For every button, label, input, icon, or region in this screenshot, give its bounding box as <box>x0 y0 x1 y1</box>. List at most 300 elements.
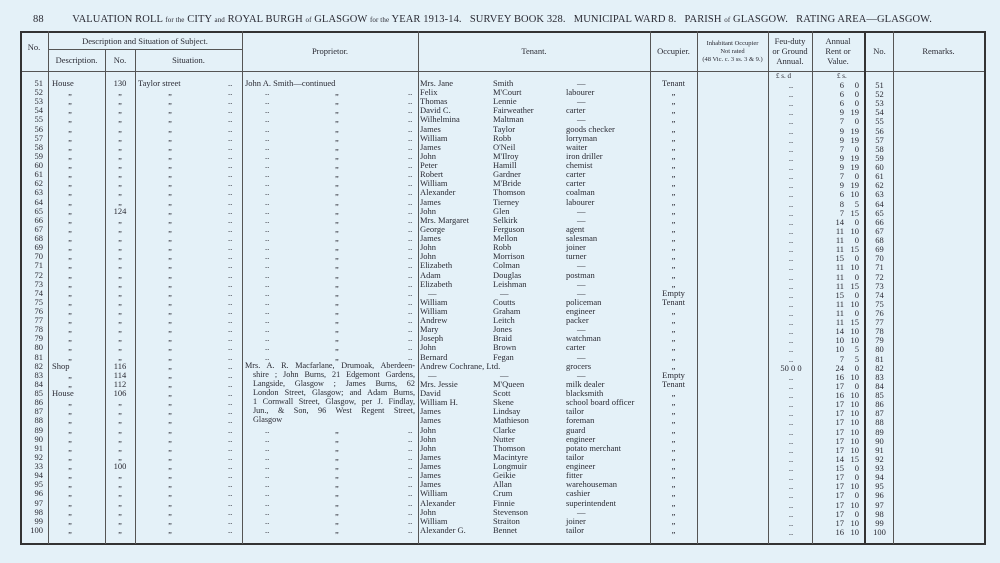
situation: „ <box>168 214 172 225</box>
leader-dots: .. <box>265 278 270 289</box>
situation: „ <box>168 242 172 253</box>
rent-pounds: 9 <box>839 162 844 173</box>
tenant-surname: Jones <box>493 324 512 335</box>
occupier: „ <box>671 214 676 225</box>
description: „ <box>68 479 72 490</box>
row-number: 68 <box>34 233 43 244</box>
tenant-first-name: Mrs. Jessie <box>420 378 458 389</box>
rent-pounds: 16 <box>835 390 844 401</box>
tenant-first-name: James <box>420 461 441 472</box>
tenant-occupation: — <box>577 287 586 298</box>
situation: „ <box>168 406 172 417</box>
tenant-occupation: potato merchant <box>566 442 621 453</box>
occupier: „ <box>671 442 676 453</box>
house-number: 116 <box>113 360 127 371</box>
row-number: 96 <box>34 488 43 499</box>
leader-dots: .. <box>408 451 413 462</box>
feu-duty: .. <box>788 134 794 145</box>
leader-dots: .. <box>265 488 270 499</box>
situation: „ <box>168 223 172 234</box>
row-number: 58 <box>34 141 43 152</box>
proprietor-ditto: „ <box>335 470 339 481</box>
leader-dots: .. <box>265 105 270 116</box>
tenant-surname: Braid <box>493 333 512 344</box>
situation: „ <box>168 388 172 399</box>
row-number: 84 <box>34 378 43 389</box>
occupier: „ <box>671 114 676 125</box>
rent-shillings: 19 <box>850 180 859 191</box>
situation: „ <box>168 306 172 316</box>
leader-dots: .. <box>228 433 233 444</box>
rent-pounds: 17 <box>835 481 844 492</box>
leader-dots: .. <box>408 269 413 280</box>
row-number: 97 <box>34 497 43 508</box>
proprietor-ditto: „ <box>335 524 339 535</box>
description: „ <box>68 470 72 481</box>
rent-pounds: 17 <box>835 444 844 455</box>
tenant-first-name: Mrs. Margaret <box>420 214 469 225</box>
tenant-occupation: — <box>577 351 586 362</box>
rent-pounds: 6 <box>839 98 844 109</box>
row-number-right: 82 <box>875 362 884 373</box>
tenant-surname: Straiton <box>493 515 520 526</box>
col-header-description: Description. <box>55 55 98 65</box>
tenant-first-name: Adam <box>420 269 441 280</box>
tenant-first-name: John <box>420 150 437 161</box>
description: „ <box>68 497 72 508</box>
description: „ <box>68 105 72 116</box>
leader-dots: .. <box>228 196 233 207</box>
proprietor-line: Glasgow <box>253 415 283 424</box>
house-number: „ <box>118 150 122 161</box>
row-number: 60 <box>34 160 43 171</box>
occupier: „ <box>671 324 676 335</box>
occupier: „ <box>671 470 676 481</box>
divider <box>135 49 136 544</box>
rent-pounds: 17 <box>835 508 844 519</box>
row-number: 77 <box>34 315 43 326</box>
row-number: 59 <box>34 150 43 161</box>
tenant-occupation: carter <box>566 105 586 116</box>
tenant-surname: Smith <box>493 78 514 88</box>
col-header-no-right: No. <box>873 46 886 56</box>
house-number: „ <box>118 178 122 189</box>
rent-shillings: 0 <box>854 171 859 182</box>
row-number-right: 98 <box>875 508 884 519</box>
house-number: „ <box>118 233 122 244</box>
feu-duty: .. <box>788 380 794 391</box>
tenant-surname: Stevenson <box>493 506 528 517</box>
description: „ <box>68 287 72 298</box>
tenant-occupation: turner <box>566 251 587 262</box>
leader-dots: .. <box>408 141 413 152</box>
tenant-surname: Douglas <box>493 269 522 280</box>
leader-dots: .. <box>228 442 233 453</box>
proprietor-ditto: „ <box>335 287 339 298</box>
occupier: „ <box>671 315 676 326</box>
tenant-first-name: George <box>420 223 445 234</box>
situation: „ <box>168 461 172 472</box>
row-number-right: 64 <box>875 198 884 209</box>
title-text: ROYAL BURGH <box>227 14 303 25</box>
row-number-right: 85 <box>875 390 884 401</box>
rent-pounds: 16 <box>835 526 844 537</box>
rent-shillings: 0 <box>854 98 859 109</box>
situation: „ <box>168 451 172 462</box>
tenant-occupation: iron driller <box>566 150 603 161</box>
leader-dots: .. <box>265 196 270 207</box>
feu-duty: .. <box>788 344 794 355</box>
feu-units: £ s. d <box>776 72 791 80</box>
feu-duty: .. <box>788 262 794 273</box>
situation: „ <box>168 351 172 362</box>
feu-duty: .. <box>788 435 794 446</box>
tenant-surname: Clarke <box>493 424 516 435</box>
row-number-right: 89 <box>875 426 884 437</box>
tenant-surname: Skene <box>493 397 514 408</box>
proprietor-ditto: „ <box>335 451 339 462</box>
house-number: „ <box>118 433 122 444</box>
rent-shillings: 0 <box>854 216 859 227</box>
description: „ <box>68 442 72 453</box>
description: „ <box>68 141 72 152</box>
header-line: Annual <box>825 36 851 46</box>
tenant-first-name: William <box>420 178 448 189</box>
situation: „ <box>168 342 172 353</box>
house-number: „ <box>118 488 122 499</box>
leader-dots: .. <box>228 488 233 499</box>
description: „ <box>68 233 72 244</box>
leader-dots: .. <box>228 451 233 462</box>
leader-dots: .. <box>228 78 233 88</box>
rent-shillings: 0 <box>854 463 859 474</box>
house-number: „ <box>118 269 122 280</box>
rent-shillings: 19 <box>850 125 859 136</box>
leader-dots: .. <box>228 141 233 152</box>
tenant-first-name: John <box>420 424 437 435</box>
rent-pounds: 11 <box>835 271 844 282</box>
leader-dots: .. <box>228 406 233 417</box>
proprietor-ditto: „ <box>335 296 339 307</box>
row-number: 63 <box>34 187 43 198</box>
rent-pounds: 6 <box>839 189 844 200</box>
occupier: „ <box>671 105 676 116</box>
house-number: „ <box>118 515 122 526</box>
tenant-first-name: Thomas <box>420 96 448 107</box>
leader-dots: .. <box>408 424 413 435</box>
leader-dots: .. <box>228 351 233 362</box>
row-number-right: 97 <box>875 499 884 510</box>
rent-shillings: 19 <box>850 107 859 118</box>
feu-duty: .. <box>788 244 794 255</box>
tenant-first-name: William <box>420 132 448 143</box>
tenant-surname: Glen <box>493 205 510 216</box>
tenant-occupation: — <box>577 278 586 289</box>
leader-dots: .. <box>408 242 413 253</box>
tenant-occupation: tailor <box>566 451 584 462</box>
rating-area: RATING AREA—GLASGOW. <box>796 14 932 25</box>
row-number-right: 51 <box>875 80 884 90</box>
leader-dots: .. <box>408 278 413 289</box>
occupier: „ <box>671 461 676 472</box>
col-header-proprietor: Proprietor. <box>311 46 349 56</box>
leader-dots: .. <box>228 479 233 490</box>
house-number: „ <box>118 296 122 307</box>
leader-dots: .. <box>408 287 413 298</box>
occupier: „ <box>671 87 676 98</box>
occupier: Tenant <box>661 378 685 389</box>
situation: „ <box>168 360 172 371</box>
leader-dots: .. <box>408 96 413 107</box>
occupier: „ <box>671 251 676 262</box>
situation: „ <box>168 296 172 307</box>
description: „ <box>68 87 72 98</box>
rent-shillings: 0 <box>854 362 859 373</box>
description: „ <box>68 333 72 344</box>
rent-shillings: 10 <box>850 517 859 528</box>
leader-dots: .. <box>228 461 233 472</box>
occupier: Empty <box>662 369 685 380</box>
rent-pounds: 7 <box>839 116 844 127</box>
row-number-right: 93 <box>875 463 884 474</box>
leader-dots: .. <box>265 242 270 253</box>
leader-dots: .. <box>265 269 270 280</box>
feu-duty: .. <box>788 162 794 173</box>
rent-shillings: 10 <box>850 335 859 346</box>
tenant-surname: Maltman <box>493 114 524 125</box>
situation: „ <box>168 105 172 116</box>
tenant-surname: Taylor <box>493 123 516 134</box>
feu-duty: .. <box>788 408 794 419</box>
feu-duty: .. <box>788 225 794 236</box>
description: „ <box>68 187 72 198</box>
occupier: „ <box>671 415 676 426</box>
leader-dots: .. <box>228 260 233 271</box>
leader-dots: .. <box>265 114 270 125</box>
feu-duty: .. <box>788 399 794 410</box>
feu-duty: .. <box>788 143 794 154</box>
rent-shillings: 0 <box>854 89 859 100</box>
leader-dots: .. <box>228 470 233 481</box>
situation: „ <box>168 506 172 517</box>
feu-duty: .. <box>788 317 794 328</box>
tenant-surname: Robb <box>493 242 512 253</box>
feu-duty: .. <box>788 444 794 455</box>
occupier: „ <box>671 479 676 490</box>
rent-pounds: 17 <box>835 408 844 419</box>
title-text: GLASGOW <box>314 14 368 25</box>
description: „ <box>68 378 72 389</box>
rent-shillings: 0 <box>854 143 859 154</box>
rent-pounds: 17 <box>835 472 844 483</box>
row-number: 92 <box>34 451 43 462</box>
feu-duty: .. <box>788 280 794 291</box>
rent-pounds: 11 <box>835 298 844 309</box>
row-number: 61 <box>34 169 43 180</box>
rent-shillings: 15 <box>850 207 859 218</box>
leader-dots: .. <box>408 114 413 125</box>
feu-duty: 50 0 0 <box>780 362 802 373</box>
rent-shillings: 10 <box>850 408 859 419</box>
feu-duty: .. <box>788 198 794 209</box>
situation: „ <box>168 524 172 535</box>
occupier: „ <box>671 242 676 253</box>
feu-duty: .. <box>788 298 794 309</box>
row-number-right: 88 <box>875 417 884 428</box>
leader-dots: .. <box>228 132 233 143</box>
description: „ <box>68 433 72 444</box>
row-number: 76 <box>34 306 43 316</box>
col-header-description-group: Description and Situation of Subject. <box>82 36 208 46</box>
occupier: „ <box>671 187 676 198</box>
house-number: „ <box>118 160 122 171</box>
tenant-occupation: warehouseman <box>566 479 617 490</box>
title-text: YEAR 1913-14. <box>391 14 462 25</box>
house-number: „ <box>118 251 122 262</box>
description: „ <box>68 150 72 161</box>
leader-dots: .. <box>228 424 233 435</box>
situation: „ <box>168 397 172 408</box>
tenant-surname: M'Queen <box>493 378 525 389</box>
leader-dots: .. <box>228 169 233 180</box>
leader-dots: .. <box>265 141 270 152</box>
row-number: 88 <box>34 415 43 426</box>
title-text: GLASGOW. <box>733 14 788 25</box>
row-number: 90 <box>34 433 43 444</box>
row-number-right: 99 <box>875 517 884 528</box>
leader-dots: .. <box>408 461 413 472</box>
row-number-right: 59 <box>875 152 884 163</box>
leader-dots: .. <box>228 306 233 316</box>
row-number-right: 61 <box>875 171 884 182</box>
occupier: „ <box>671 260 676 271</box>
house-number: „ <box>118 87 122 98</box>
leader-dots: .. <box>228 378 233 389</box>
tenant-first-name: William <box>420 306 448 316</box>
row-number-right: 69 <box>875 244 884 255</box>
house-number: „ <box>118 451 122 462</box>
feu-duty: .. <box>788 481 794 492</box>
leader-dots: .. <box>265 524 270 535</box>
description: „ <box>68 178 72 189</box>
leader-dots: .. <box>408 333 413 344</box>
tenant-surname: Hamill <box>493 160 517 171</box>
description: „ <box>68 524 72 535</box>
rent-pounds: 11 <box>835 225 844 236</box>
occupier: „ <box>671 233 676 244</box>
situation: „ <box>168 378 172 389</box>
feu-duty: .. <box>788 453 794 464</box>
rent-pounds: 7 <box>839 143 844 154</box>
proprietor-line: Langside, Glasgow ; James Burns, 62 <box>253 379 415 388</box>
tenant-first-name: Andrew Cochrane, Ltd. <box>420 360 501 371</box>
leader-dots: .. <box>228 360 233 371</box>
description: „ <box>68 251 72 262</box>
occupier: „ <box>671 123 676 134</box>
rent-shillings: 10 <box>850 225 859 236</box>
proprietor-ditto: „ <box>335 269 339 280</box>
situation: „ <box>168 415 172 426</box>
rent-shillings: 10 <box>850 417 859 428</box>
description: „ <box>68 196 72 207</box>
rent-shillings: 0 <box>854 116 859 127</box>
row-number: 62 <box>34 178 43 189</box>
leader-dots: .. <box>265 187 270 198</box>
row-number: 54 <box>34 105 43 116</box>
row-number: 65 <box>34 205 43 216</box>
situation: „ <box>168 424 172 435</box>
proprietor-ditto: „ <box>335 187 339 198</box>
leader-dots: .. <box>228 96 233 107</box>
row-number: 33 <box>34 461 43 472</box>
row-number-right: 77 <box>875 317 884 328</box>
leader-dots: .. <box>265 132 270 143</box>
occupier: Tenant <box>661 78 685 88</box>
proprietor-ditto: „ <box>335 324 339 335</box>
row-number: 57 <box>34 132 43 143</box>
tenant-surname: Leitch <box>493 315 515 326</box>
row-number: 69 <box>34 242 43 253</box>
house-number: „ <box>118 287 122 298</box>
rent-pounds: 6 <box>839 80 844 90</box>
house-number: „ <box>118 114 122 125</box>
tenant-occupation: school board officer <box>566 397 635 408</box>
situation: „ <box>168 178 172 189</box>
proprietor-ditto: „ <box>335 87 339 98</box>
tenant-first-name: James <box>420 406 441 417</box>
leader-dots: .. <box>408 150 413 161</box>
col-header-situation: Situation. <box>172 55 205 65</box>
proprietor-ditto: „ <box>335 178 339 189</box>
situation: „ <box>168 196 172 207</box>
tenant-first-name: William H. <box>420 397 458 408</box>
proprietor-ditto: „ <box>335 141 339 152</box>
tenant-first-name: Elizabeth <box>420 278 453 289</box>
row-number-right: 52 <box>875 89 884 100</box>
tenant-surname: Scott <box>493 388 511 399</box>
col-header-house-no: No. <box>113 55 127 65</box>
leader-dots: .. <box>265 424 270 435</box>
rent-units: £ s. <box>837 72 847 80</box>
proprietor-ditto: „ <box>335 506 339 517</box>
situation: Taylor street <box>138 78 181 88</box>
row-number-right: 62 <box>875 180 884 191</box>
situation: „ <box>168 333 172 344</box>
tenant-first-name: Robert <box>420 169 444 180</box>
row-number-right: 86 <box>875 399 884 410</box>
rent-shillings: 5 <box>854 198 859 209</box>
row-number-right: 91 <box>875 444 884 455</box>
tenant-occupation: coalman <box>566 187 595 198</box>
row-number-right: 72 <box>875 271 884 282</box>
situation: „ <box>168 160 172 171</box>
description: „ <box>68 114 72 125</box>
leader-dots: .. <box>408 306 413 316</box>
proprietor-first-row: John A. Smith—continued <box>245 78 336 88</box>
house-number: „ <box>118 397 122 408</box>
leader-dots: .. <box>408 87 413 98</box>
row-number: 83 <box>34 369 43 380</box>
tenant-surname: Nutter <box>493 433 515 444</box>
tenant-first-name: Mrs. Jane <box>420 78 454 88</box>
row-number: 73 <box>34 278 43 289</box>
rent-pounds: 9 <box>839 180 844 191</box>
proprietor-line: London Street, Glasgow; and Adam Burns, <box>253 388 415 397</box>
tenant-occupation: — <box>577 78 586 88</box>
rent-pounds: 17 <box>835 435 844 446</box>
tenant-occupation: carter <box>566 169 586 180</box>
row-number: 53 <box>34 96 43 107</box>
